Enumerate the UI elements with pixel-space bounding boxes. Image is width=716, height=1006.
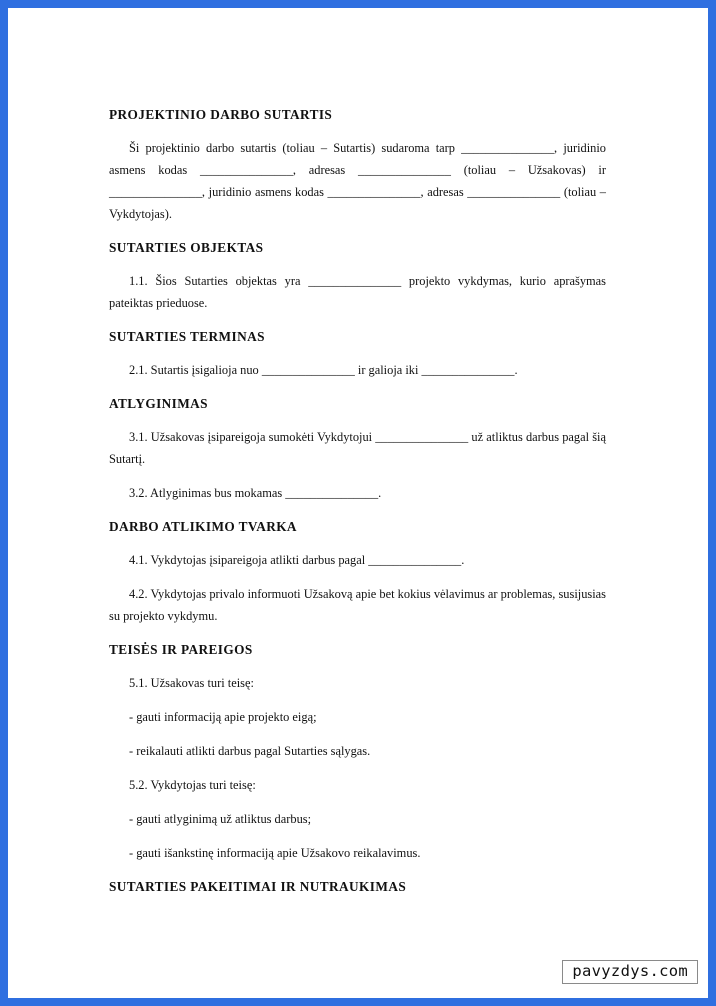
- section-heading: SUTARTIES OBJEKTAS: [109, 240, 264, 255]
- list-item: - gauti atlyginimą už atliktus darbus;: [129, 812, 312, 826]
- clause-3-2: 3.2. Atlyginimas bus mokamas _______________.: [129, 486, 382, 500]
- clause-3-1: 3.1. Užsakovas įsipareigoja sumokėti Vykdytojui _______________ už atliktus darbus pagal šią Sutartį.: [109, 430, 606, 466]
- document-page: [8, 8, 708, 998]
- clause-5-1: 5.1. Užsakovas turi teisę:: [129, 676, 254, 690]
- section-heading: ATLYGINIMAS: [109, 396, 208, 411]
- watermark-badge[interactable]: pavyzdys.com: [562, 960, 698, 984]
- clause-4-1: 4.1. Vykdytojas įsipareigoja atlikti darbus pagal _______________.: [129, 553, 465, 567]
- section-heading: DARBO ATLIKIMO TVARKA: [109, 519, 297, 534]
- intro-paragraph: Ši projektinio darbo sutartis (toliau – Sutartis) sudaroma tarp _______________, juridinio asmens kodas _______________, adresas _______________ (toliau – Užsakovas) ir _______________, juridinio asmens kodas _______________, adresas _______________ (toliau – Vykdytojas).: [109, 141, 606, 221]
- list-item: - gauti informaciją apie projekto eigą;: [129, 710, 317, 724]
- clause-1-1: 1.1. Šios Sutarties objektas yra _______________ projekto vykdymas, kurio aprašymas pateiktas prieduose.: [109, 274, 606, 310]
- section-heading: TEISĖS IR PAREIGOS: [109, 642, 253, 657]
- clause-5-2: 5.2. Vykdytojas turi teisę:: [129, 778, 256, 792]
- section-heading: SUTARTIES TERMINAS: [109, 329, 265, 344]
- clause-4-2: 4.2. Vykdytojas privalo informuoti Užsakovą apie bet kokius vėlavimus ar problemas, susijusias su projekto vykdymu.: [109, 587, 606, 623]
- section-heading: SUTARTIES PAKEITIMAI IR NUTRAUKIMAS: [109, 879, 407, 894]
- list-item: - gauti išankstinę informaciją apie Užsakovo reikalavimus.: [129, 846, 421, 860]
- document-title: PROJEKTINIO DARBO SUTARTIS: [109, 107, 333, 122]
- document-content: [109, 104, 606, 909]
- list-item: - reikalauti atlikti darbus pagal Sutarties sąlygas.: [129, 744, 371, 758]
- clause-2-1: 2.1. Sutartis įsigalioja nuo _______________ ir galioja iki _______________.: [129, 363, 518, 377]
